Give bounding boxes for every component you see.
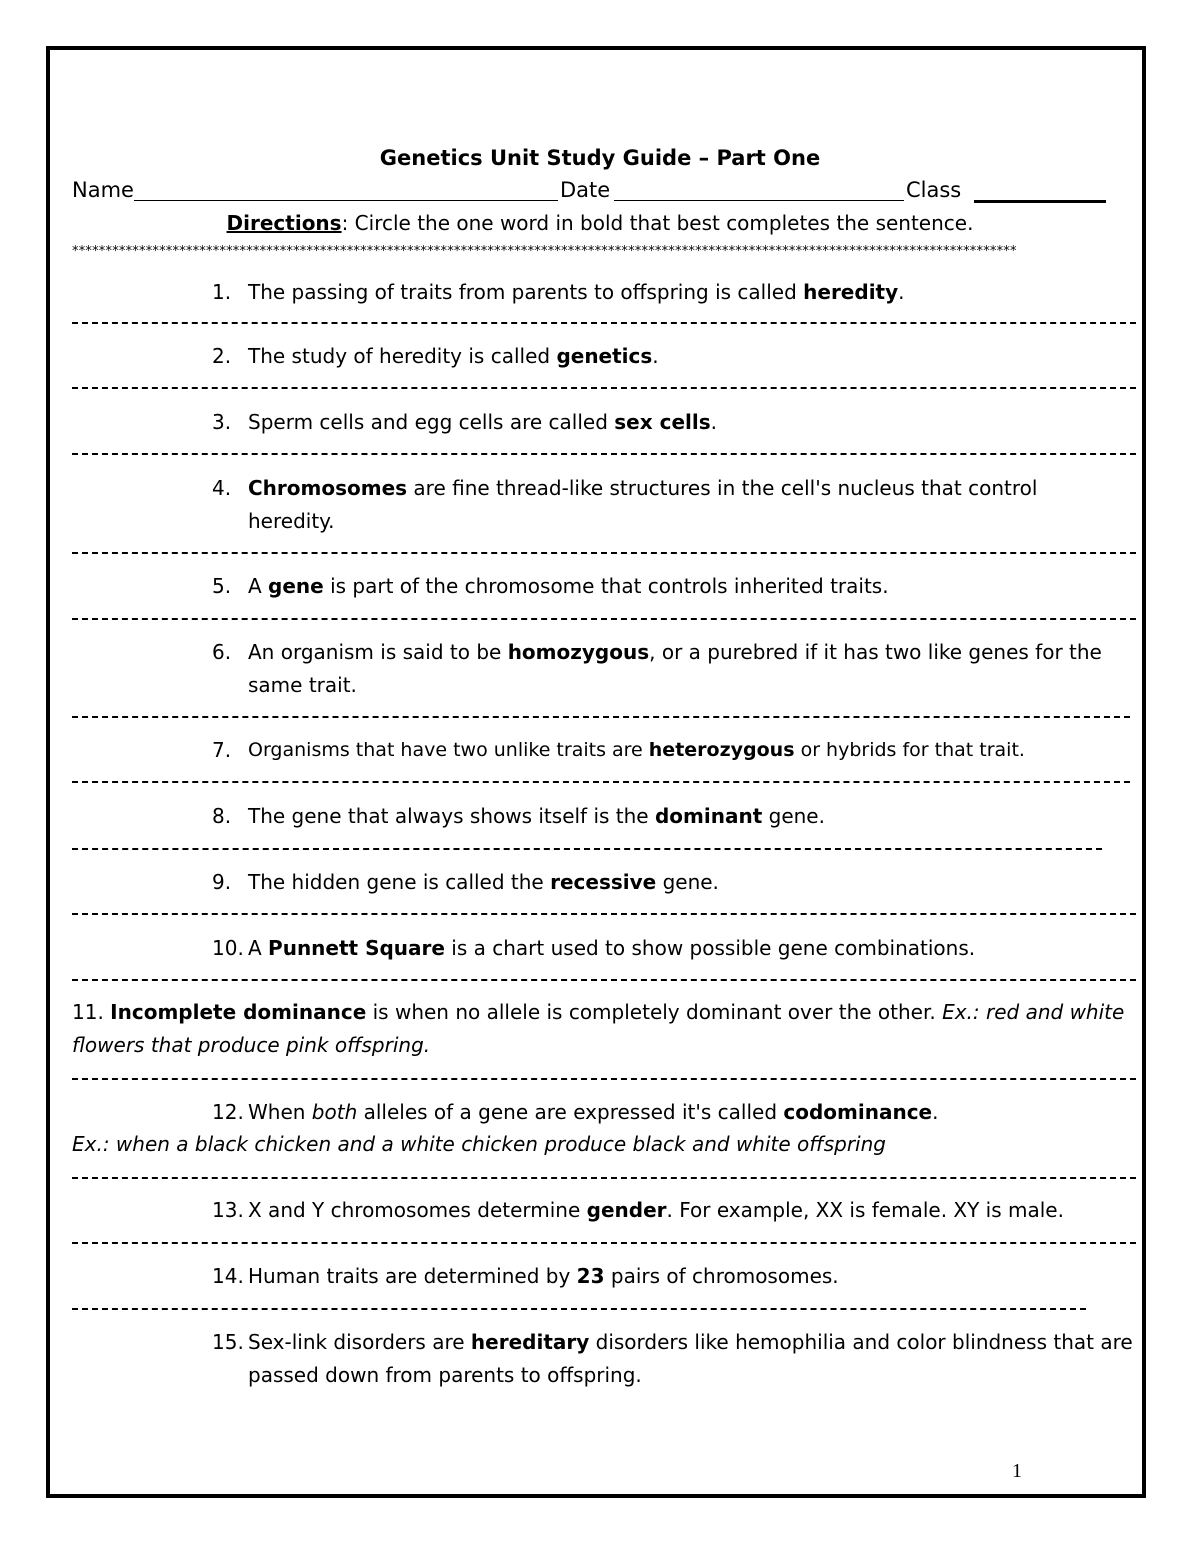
question-text: Sex-link disorders are [248,1330,471,1354]
question-text: . [898,280,905,304]
dashed-divider [72,781,1130,783]
example-text: Ex.: red and white flowers that produce pink offspring. [72,1000,1125,1057]
question-text: gene. [762,804,825,828]
answer-word[interactable]: Punnett Square [268,936,445,960]
directions [0,211,1200,235]
dashed-divider [72,618,1136,620]
answer-word[interactable]: heredity [803,280,899,304]
question-text: are fine thread-like structures in the cell's nucleus that control heredity. [248,476,1038,533]
question-text: alleles of a gene are expressed it's called [357,1100,784,1124]
directions-text: : Circle the one word in bold that best completes the sentence. [341,211,974,235]
answer-word[interactable]: gene [268,574,324,598]
question-text: Organisms that have two unlike traits are [248,739,649,761]
dashed-divider [72,552,1136,554]
question-number: 11. [72,1000,104,1024]
student-info-line [72,178,1140,208]
question-text: , or a purebred if it has two like genes for the same trait. [248,640,1102,697]
answer-word[interactable]: dominant [654,804,763,828]
question-text: is a chart used to show possible gene combinations. [444,936,976,960]
question-text: The study of heredity is called [248,344,557,368]
question-number: 14. [212,1264,244,1288]
question-text: . [652,344,659,368]
question-text: . [710,410,717,434]
question-text: disorders like hemophilia and color blindness that are passed down from parents to offspring. [248,1330,1133,1387]
class-field[interactable] [974,178,1106,203]
question-text: gene. [656,870,719,894]
question-number: 13. [212,1198,244,1222]
page-number: 1 [1012,1460,1022,1482]
document-title: Genetics Unit Study Guide – Part One [379,146,821,170]
name-field[interactable] [134,178,558,201]
class-label: Class [906,178,962,202]
question-number: 6. [212,640,232,664]
question-number: 4. [212,476,232,500]
question-text: An organism is said to be [248,640,508,664]
star-separator: ********************************************************************************************************************************************* [72,244,1017,259]
dashed-divider [72,1308,1086,1310]
answer-word[interactable]: codominance [783,1100,933,1124]
question-11 [72,996,1132,1062]
dashed-divider [72,387,1136,389]
question-text: is part of the chromosome that controls inherited traits. [323,574,889,598]
answer-word[interactable]: Chromosomes [248,476,408,500]
question-number: 5. [212,574,232,598]
answer-word[interactable]: heterozygous [648,739,795,761]
question-text: The hidden gene is called the [248,870,551,894]
dashed-divider [72,979,1136,981]
answer-word[interactable]: Incomplete dominance [110,1000,367,1024]
question-text: Human traits are determined by [248,1264,577,1288]
question-number: 10. [212,936,244,960]
dashed-divider [72,716,1130,718]
question-text: Sperm cells and egg cells are called [248,410,615,434]
question-text: pairs of chromosomes. [604,1264,839,1288]
question-text: . [932,1100,939,1124]
dashed-divider [72,453,1136,455]
question-number: 1. [212,280,232,304]
question-text: is when no allele is completely dominant over the other. [366,1000,943,1024]
question-number: 2. [212,344,232,368]
dashed-divider [72,1242,1136,1244]
question-text: A [248,574,269,598]
answer-word[interactable]: recessive [550,870,657,894]
dashed-divider [72,1177,1136,1179]
question-number: 7. [212,738,232,762]
name-label: Name [72,178,134,202]
emphasis-text: both [311,1100,358,1124]
question-text: . For example, XX is female. XY is male. [666,1198,1064,1222]
question-text: When [248,1100,312,1124]
answer-word[interactable]: sex cells [614,410,711,434]
dashed-divider [72,913,1136,915]
answer-word[interactable]: 23 [576,1264,605,1288]
date-field[interactable] [614,178,904,201]
answer-word[interactable]: genetics [556,344,653,368]
question-number: 12. [212,1100,244,1124]
answer-word[interactable]: homozygous [507,640,650,664]
example-text: Ex.: when a black chicken and a white chicken produce black and white offspring [72,1132,886,1156]
directions-label: Directions [226,211,342,235]
question-text: A [248,936,269,960]
question-text: X and Y chromosomes determine [248,1198,587,1222]
question-number: 9. [212,870,232,894]
answer-word[interactable]: gender [586,1198,667,1222]
question-text: or hybrids for that trait. [794,739,1025,761]
question-number: 8. [212,804,232,828]
question-number: 3. [212,410,232,434]
question-text: The passing of traits from parents to offspring is called [248,280,804,304]
dashed-divider [72,322,1136,324]
question-text: The gene that always shows itself is the [248,804,655,828]
dashed-divider [72,848,1102,850]
date-label: Date [560,178,611,202]
question-number: 15. [212,1330,244,1354]
dashed-divider [72,1078,1136,1080]
answer-word[interactable]: hereditary [470,1330,590,1354]
question-12-example [72,1128,1132,1161]
